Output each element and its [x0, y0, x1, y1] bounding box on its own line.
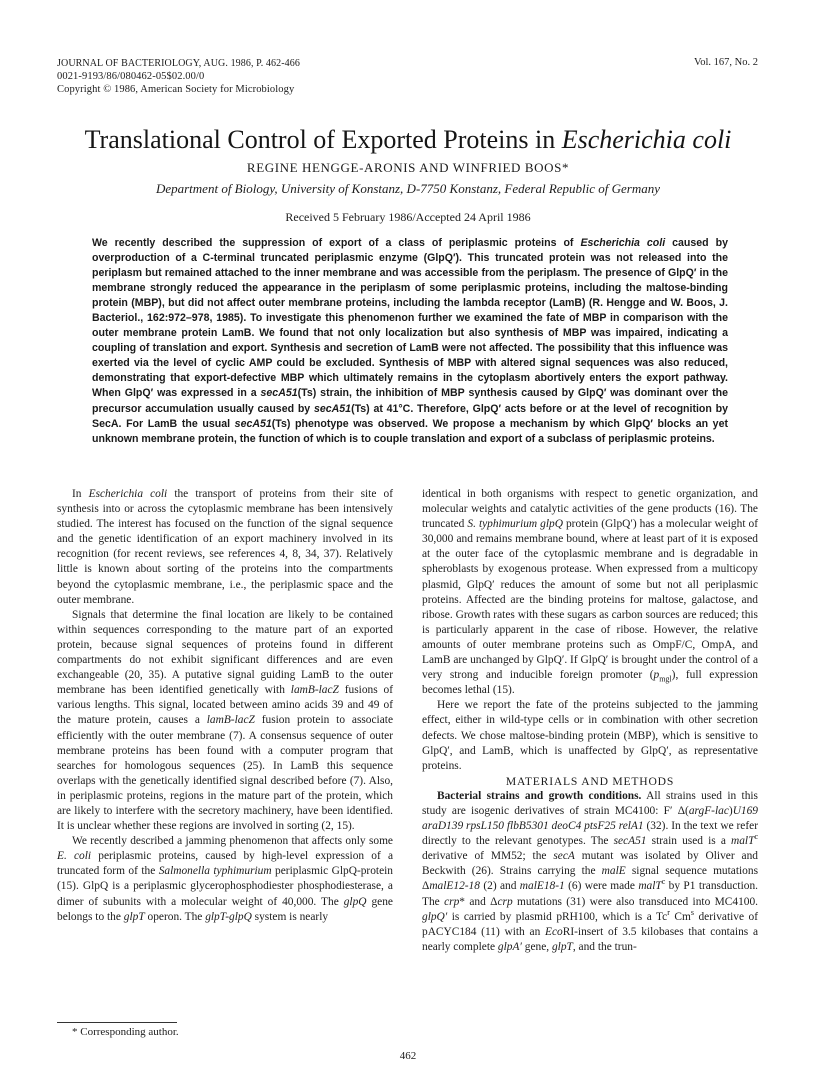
intro-paragraph-2: Signals that determine the final location are likely to be contained within sequences corresponding to the mature part of an exported protein, because signal sequences of proteins found in different compartments do not exhibit significant differences and are even exchangeable (20, 35). A putative signal guiding LamB to the outer membrane has been identified genetically with lamB-lacZ fusions of various lengths. This signal, located between amino acids 39 and 49 of the mature protein, causes a lamB-lacZ fusion protein to associate efficiently with the outer membrane (7). A consensus sequence of outer membrane proteins has been found with a computer program that searches for homologous sequences (25). In LamB this sequence overlaps with the genetically identified signal described before (7). Also, in periplasmic proteins, regions in the mature part of the protein, which are likely to interfere with the secretory machinery, have been identified. It is unclear whether these regions are involved in sorting (2, 15). — [57, 608, 393, 833]
footnote-divider — [57, 1022, 177, 1023]
methods-paragraph-1: Bacterial strains and growth conditions. All strains used in this study are isogenic derivatives of strain MC4100: F′ Δ(argF-lac)U169 araD139 rpsL150 flbB5301 deoC4 ptsF25 relA1 (32). In the text we refer directly to the relevant genotypes. The secA51 strain used is a malT$^c$ derivative of MM52; the secA mutant was isolated by Oliver and Beckwith (26). Strains carrying the malE signal sequence mutations ΔmalE12-18 (2) and malE18-1 (6) were made malT$^c$ by P1 transduction. The crp* and Δcrp mutations (31) were also transduced into MC4100. glpQ′ is carried by plasmid pRH100, which is a Tc$^r$ Cm$^s$ derivative of pACYC184 (11) with an EcoRI-insert of 3.5 kilobases that contains a nearly complete glpA′ gene, glpT, and the trun- — [422, 789, 759, 953]
author-list: REGINE HENGGE-ARONIS AND WINFRIED BOOS* — [246, 160, 570, 175]
intro-paragraph-5: Here we report the fate of the proteins subjected to the jamming effect, either in wild-type cells or in combination with other secretion defects. We chose maltose-binding protein (MBP), which is sensitive to GlpQ′, and LamB, which is unaffected by GlpQ′, as representative proteins. — [422, 699, 758, 772]
intro-paragraph-3: We recently described a jamming phenomenon that affects only some E. coli periplasmic proteins, caused by high-level expression of a truncated form of the Salmonella typhimurium periplasmic GlpQ-protein (15). GlpQ is a periplasmic glycerophosphodiester phosphodiesterase, a dimer of subunits with a molecular weight of 40,000. The glpQ gene belongs to the glpT operon. The glpT-glpQ system is nearly — [57, 835, 394, 923]
intro-paragraph-4: identical in both organisms with respect to genetic organization, and molecular weights and catalytic activities of the gene products (16). The truncated S. typhimurium glpQ protein (GlpQ′) has a molecular weight of 30,000 and remains membrane bound, where at least part of it is exposed at the outer face of the cytoplasmic membrane and is degradable in spheroblasts by exogenous protease. When expressed from a multicopy plasmid, GlpQ′ reduces the amount of some but not all periplasmic proteins. Affected are the binding proteins for maltose, galactose, and ribose. Growth rates with these sugars as carbon sources are reduced; this is particularly apparent in the case of ribose. However, the relative amounts of outer membrane proteins such as OmpF/C, OmpA, and LamB are unchanged by GlpQ′. If GlpQ′ is brought under the control of a very strong and inducible foreign promoter $(p_{mgl})$, full expression becomes lethal (15). — [422, 488, 758, 697]
title-main: Translational Control of Exported Proteins in — [84, 125, 562, 154]
left-column — [57, 487, 393, 925]
article-title — [0, 124, 816, 156]
journal-citation: JOURNAL OF BACTERIOLOGY, AUG. 1986, P. 462-466 — [57, 58, 300, 69]
title-organism: Escherichia coli — [561, 125, 732, 154]
intro-paragraph-1: In Escherichia coli the transport of proteins from their site of synthesis into or across the cytoplasmic membrane has been intensively studied. The interest has focused on the function of the signal sequence and the genetic identification of an export machinery involved in its recognition (for recent reviews, see references 4, 8, 34, 37). Relatively little is known about sorting of the proteins into the compartments beyond the cytoplasmic membrane, i.e., the periplasmic space and the outer membrane. — [57, 488, 394, 606]
section-heading: MATERIALS AND METHODS — [505, 774, 675, 788]
footnote: * Corresponding author. — [72, 1026, 179, 1038]
copyright-line: Copyright © 1986, American Society for Microbiology — [57, 84, 295, 95]
volume-issue: Vol. 167, No. 2 — [694, 57, 758, 68]
subheading: Bacterial strains and growth conditions. — [437, 789, 642, 802]
affiliation: Department of Biology, University of Konstanz, D-7750 Konstanz, Federal Republic of Germany — [155, 181, 661, 196]
journal-code: 0021-9193/86/080462-05$02.00/0 — [57, 71, 205, 82]
journal-header — [57, 57, 300, 96]
received-dates: Received 5 February 1986/Accepted 24 April 1986 — [285, 210, 531, 224]
right-column — [422, 487, 758, 955]
page-number: 462 — [399, 1050, 417, 1062]
abstract: We recently described the suppression of export of a class of periplasmic proteins of Escherichia coli caused by overproduction of a C-terminal truncated periplasmic enzyme (GlpQ′). This truncated protein was not released into the periplasm but remained attached to the inner membrane and was accessible from the periplasm. The presence of GlpQ′ in the membrane strongly reduced the appearance in the periplasm of some periplasmic proteins, including the maltose-binding protein (MBP), but did not affect outer membrane proteins, including the lambda receptor (LamB) (R. Hengge and W. Boos, J. Bacteriol., 162:972–978, 1985). To investigate this phenomenon further we examined the fate of MBP in comparison with the outer membrane protein LamB. We found that not only localization but also synthesis of MBP was impaired, indicating a coupling of translation and export. Synthesis and secretion of LamB were not affected. The possibility that this influence was exerted via the level of cyclic AMP could be excluded. Synthesis of MBP with altered signal sequences was also reduced, demonstrating that export-defective MBP which ultimately remains in the cytoplasm abortively enters the export pathway. When GlpQ′ was expressed in a secA51(Ts) strain, the inhibition of MBP synthesis caused by GlpQ′ was dominant over the precursor accumulation usually caused by secA51(Ts) at 41°C. Therefore, GlpQ′ acts before or at the level of recognition by SecA. For LamB the usual secA51(Ts) phenotype was observed. We propose a mechanism by which GlpQ′ blocks an yet unknown membrane protein, the function of which is to couple translation and export of a subclass of periplasmic proteins. — [92, 237, 728, 445]
